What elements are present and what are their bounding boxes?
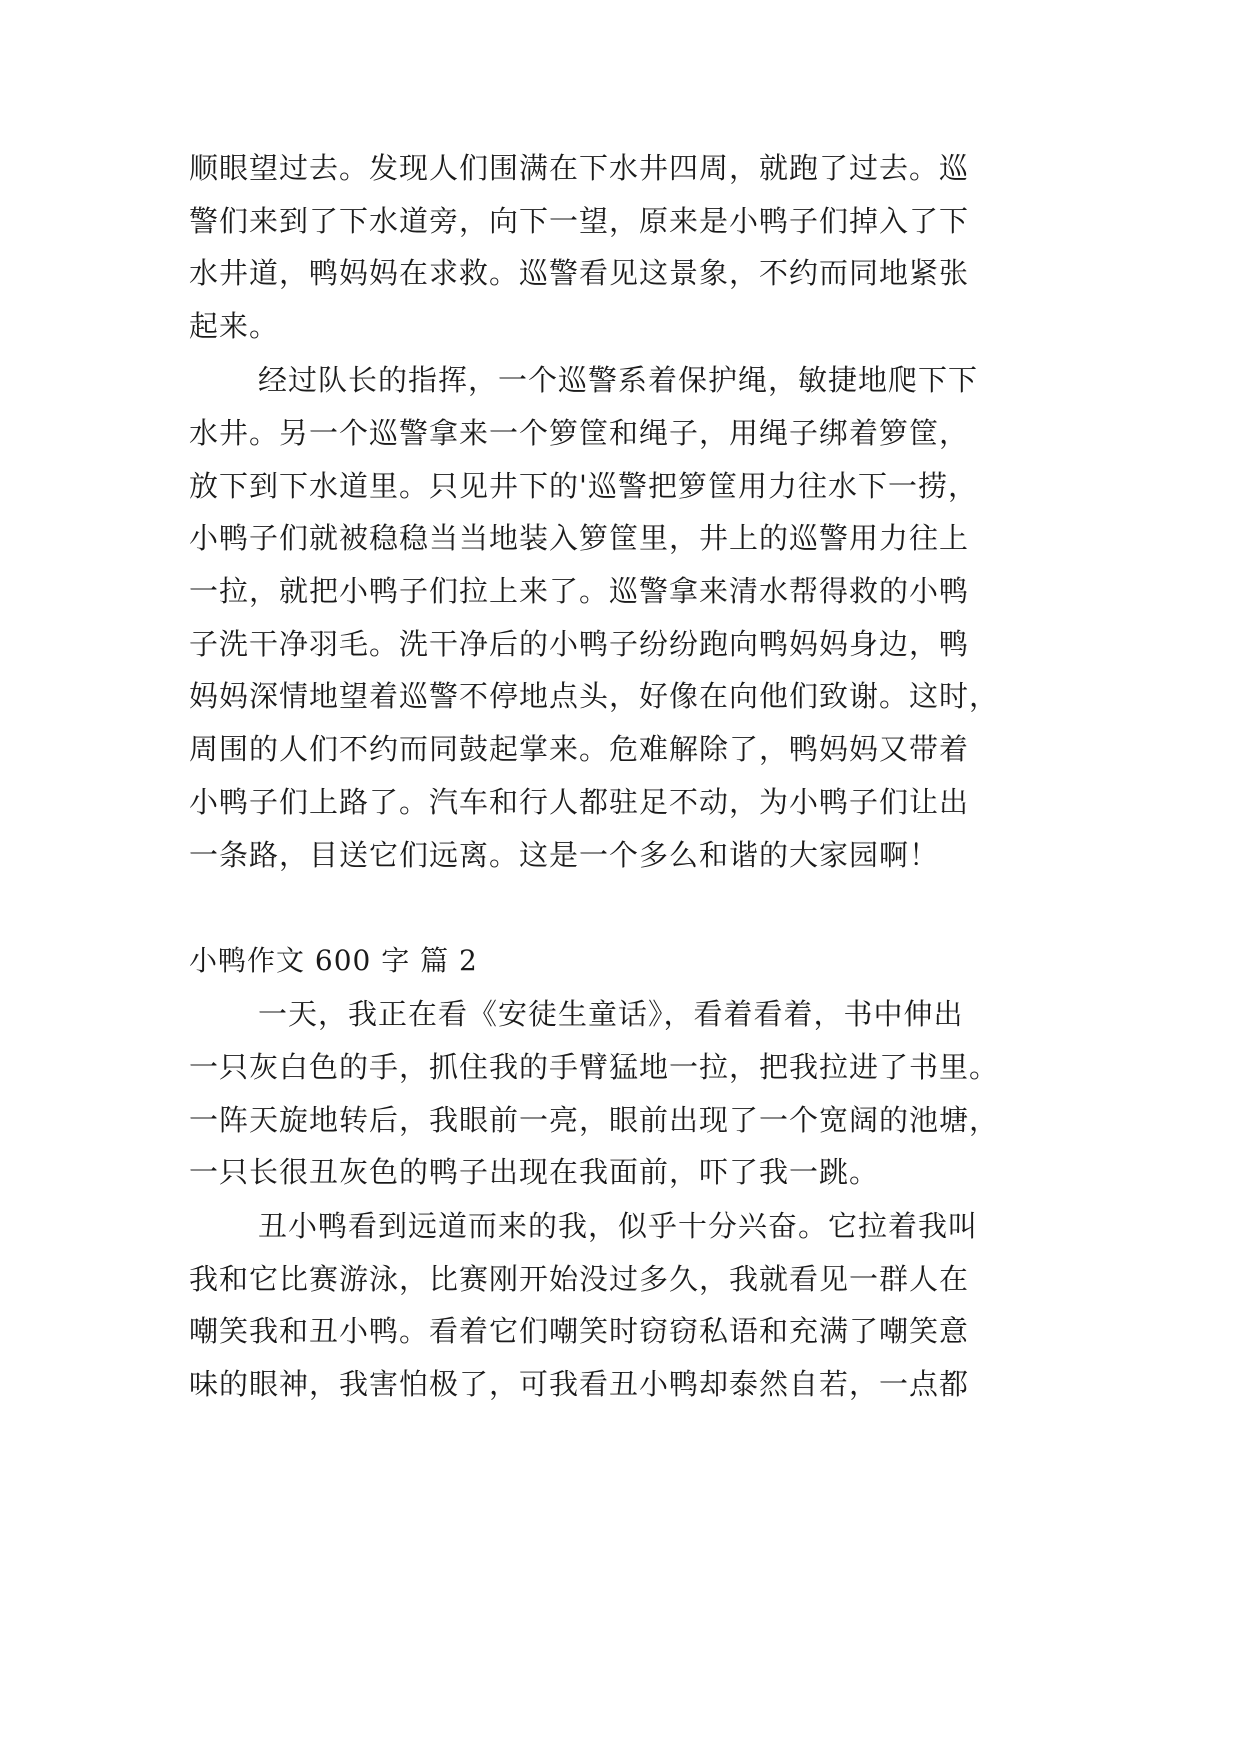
text-line: 一条路，目送它们远离。这是一个多么和谐的大家园啊！ <box>189 838 940 872</box>
text-line: 小鸭子们就被稳稳当当地装入箩筐里，井上的巡警用力往上 <box>189 521 970 555</box>
text-line: 水井道，鸭妈妈在求救。巡警看见这景象，不约而同地紧张 <box>189 256 970 290</box>
text-line: 一只长很丑灰色的鸭子出现在我面前，吓了我一跳。 <box>189 1155 880 1189</box>
text-line: 一天，我正在看《安徒生童话》，看着看着，书中伸出 <box>258 997 964 1031</box>
text-line: 味的眼神，我害怕极了，可我看丑小鸭却泰然自若，一点都 <box>189 1367 970 1401</box>
text-line: 经过队长的指挥，一个巡警系着保护绳，敏捷地爬下下 <box>258 363 979 397</box>
text-line: 小鸭子们上路了。汽车和行人都驻足不动，为小鸭子们让出 <box>189 785 970 819</box>
text-line: 一拉，就把小鸭子们拉上来了。巡警拿来清水帮得救的小鸭 <box>189 574 970 608</box>
section-heading: 小鸭作文 600 字 篇 2 <box>189 944 478 977</box>
text-line: 子洗干净羽毛。洗干净后的小鸭子纷纷跑向鸭妈妈身边，鸭 <box>189 627 970 661</box>
text-line: 我和它比赛游泳，比赛刚开始没过多久，我就看见一群人在 <box>189 1262 970 1296</box>
text-line: 顺眼望过去。发现人们围满在下水井四周，就跑了过去。巡 <box>189 151 970 185</box>
text-line: 起来。 <box>189 309 280 343</box>
text-line: 妈妈深情地望着巡警不停地点头，好像在向他们致谢。这时， <box>189 679 1000 713</box>
text-line: 嘲笑我和丑小鸭。看着它们嘲笑时窃窃私语和充满了嘲笑意 <box>189 1314 970 1348</box>
text-line: 一只灰白色的手，抓住我的手臂猛地一拉，把我拉进了书里。 <box>189 1050 1000 1084</box>
text-line: 警们来到了下水道旁，向下一望，原来是小鸭子们掉入了下 <box>189 204 970 238</box>
text-line: 水井。另一个巡警拿来一个箩筐和绳子，用绳子绑着箩筐， <box>189 416 970 450</box>
text-line: 一阵天旋地转后，我眼前一亮，眼前出现了一个宽阔的池塘， <box>189 1103 1000 1137</box>
text-line: 丑小鸭看到远道而来的我，似乎十分兴奋。它拉着我叫 <box>258 1209 979 1243</box>
text-line: 周围的人们不约而同鼓起掌来。危难解除了，鸭妈妈又带着 <box>189 732 970 766</box>
text-line: 放下到下水道里。只见井下的'巡警把箩筐用力往水下一捞， <box>189 469 978 503</box>
